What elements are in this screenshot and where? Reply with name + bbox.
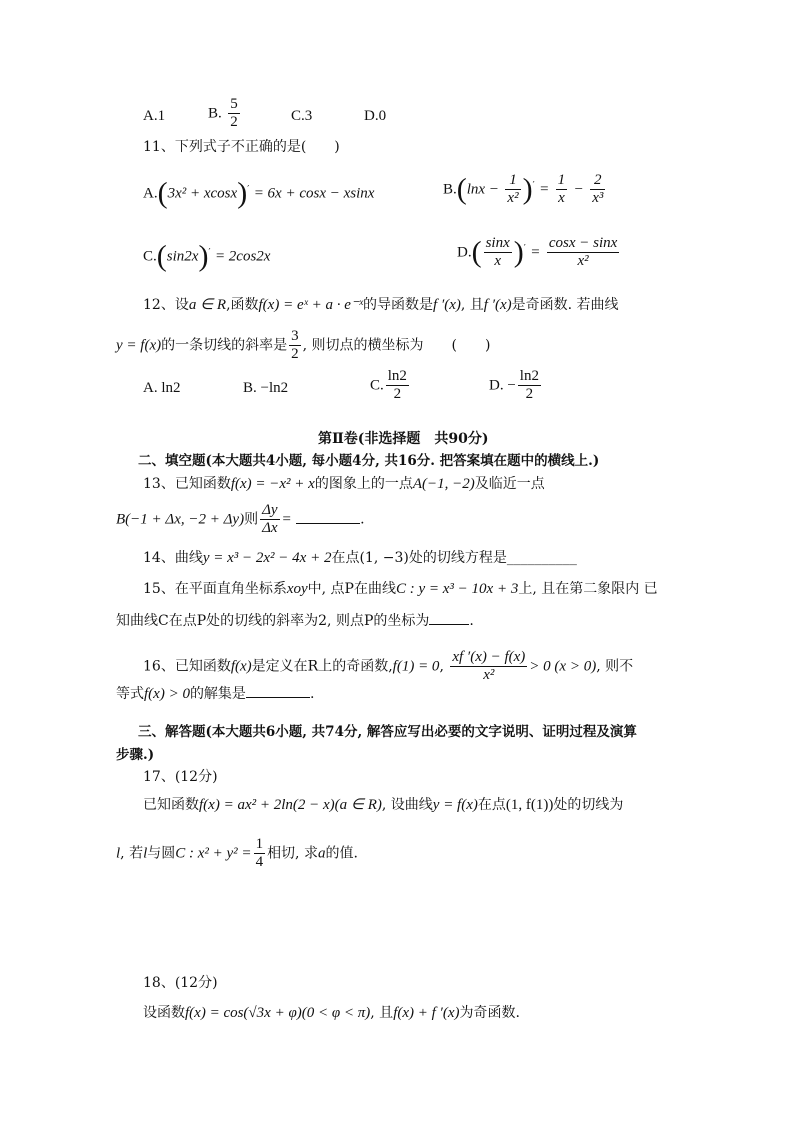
q10-option-a: A.1 [143, 108, 166, 124]
q16-fraction: $\frac{xf '(x) - f(x)}{\text{x²}}$ [452, 649, 526, 683]
section2-header: 二、填空题(本大题共4小题, 每小题4分, 共16分. 把答案填在题中的横线上.) [138, 453, 600, 469]
q15-answer-blank[interactable] [429, 610, 469, 625]
q12-option-b: B. −ln2 [243, 380, 289, 396]
q15-line1: 15、在平面直角坐标系xoy中, 点P在曲线C : y = x³ − 10x + 3上, 且在第二象限内 已 [143, 581, 658, 597]
q17-line2: l, 若l与圆C : x² + y² = $\frac{1}{4}$ 相切, 求a的值. [116, 836, 358, 870]
section3-header-line1: 三、解答题(本大题共6小题, 共74分, 解答应写出必要的文字说明、证明过程及演算 [138, 724, 637, 740]
q16-line2: 等式f(x) > 0的解集是 . [116, 683, 314, 704]
q11-option-a: A.(3x² + xcosx)′ = 6x + cosx − xsinx [143, 176, 375, 210]
q13-answer-blank[interactable] [296, 509, 360, 524]
section3-header-line2: 步骤.) [116, 747, 155, 763]
q18-heading: 18、(12分) [143, 975, 218, 991]
q12-option-c: C. $\frac{\ln 2}{2}$ [370, 368, 407, 402]
q12-option-a: A. ln2 [143, 380, 181, 396]
q13-fraction: $\frac{\Delta y}{\Delta x}$ [262, 502, 278, 536]
q10-option-b: B. $\frac{5}{2}$ [208, 96, 238, 130]
q17-heading: 17、(12分) [143, 769, 218, 785]
q12-line1: 12、设a ∈ R,函数f(x) = eˣ + a · e⁻ˣ的导函数是f ′(x), 且f ′(x)是奇函数. 若曲线 [143, 297, 619, 313]
q11-stem: 11、下列式子不正确的是( ) [143, 139, 340, 155]
q11-option-b: B.(lnx − $\frac{1}{\text{x²}}$ )′ = $\frac{1}{x}$ − $\frac{2}{\text{x³}}$ [443, 172, 604, 206]
q16-line1: 16、已知函数f(x)是定义在R上的奇函数,f(1) = 0, $\frac{xf '(x) - f(x)}{\text{x²}}$ > 0 (x > 0), 则不 [143, 649, 634, 683]
q12-line2: y = f(x)的一条切线的斜率是 $\frac{3}{2}$ , 则切点的横坐标为 ( ) [116, 328, 491, 362]
q15-line2: 知曲线C在点P处的切线的斜率为2, 则点P的坐标为 . [116, 610, 474, 631]
section2-title: 第Ⅱ卷(非选择题 共90分) [318, 431, 489, 447]
q11-option-d: D.( $\frac{\sin x}{x}$ )′ = $\frac{\cos x - \sin x}{\text{x²}}$ [457, 235, 618, 269]
q10-option-d: D.0 [364, 108, 387, 124]
q13-line2: B(−1 + Δx, −2 + Δy)则 $\frac{\Delta y}{\Delta x}$ = . [116, 502, 365, 536]
q11-option-c: C.(sin2x)′ = 2cos2x [143, 239, 271, 273]
q14-line: 14、曲线y = x³ − 2x² − 4x + 2在点(1, −3)处的切线方程是__________ [143, 550, 577, 566]
q10-b-fraction: $\frac{5}{2}$ [230, 96, 238, 130]
q12-slope-fraction: $\frac{3}{2}$ [291, 328, 299, 362]
q17-fraction: $\frac{1}{4}$ [255, 836, 264, 870]
q12-option-d: D. − $\frac{\ln 2}{2}$ [489, 368, 539, 402]
q17-line1: 已知函数f(x) = ax² + 2ln(2 − x)(a ∈ R), 设曲线y = f(x)在点(1, f(1))处的切线为 [143, 797, 624, 813]
q16-answer-blank[interactable] [246, 683, 310, 698]
q10-option-c: C.3 [291, 108, 313, 124]
q13-line1: 13、已知函数f(x) = −x² + x的图象上的一点A(−1, −2)及临近一点 [143, 476, 545, 492]
q18-line1: 设函数f(x) = cos(√3x + φ)(0 < φ < π), 且f(x) + f ′(x)为奇函数. [143, 1005, 520, 1021]
